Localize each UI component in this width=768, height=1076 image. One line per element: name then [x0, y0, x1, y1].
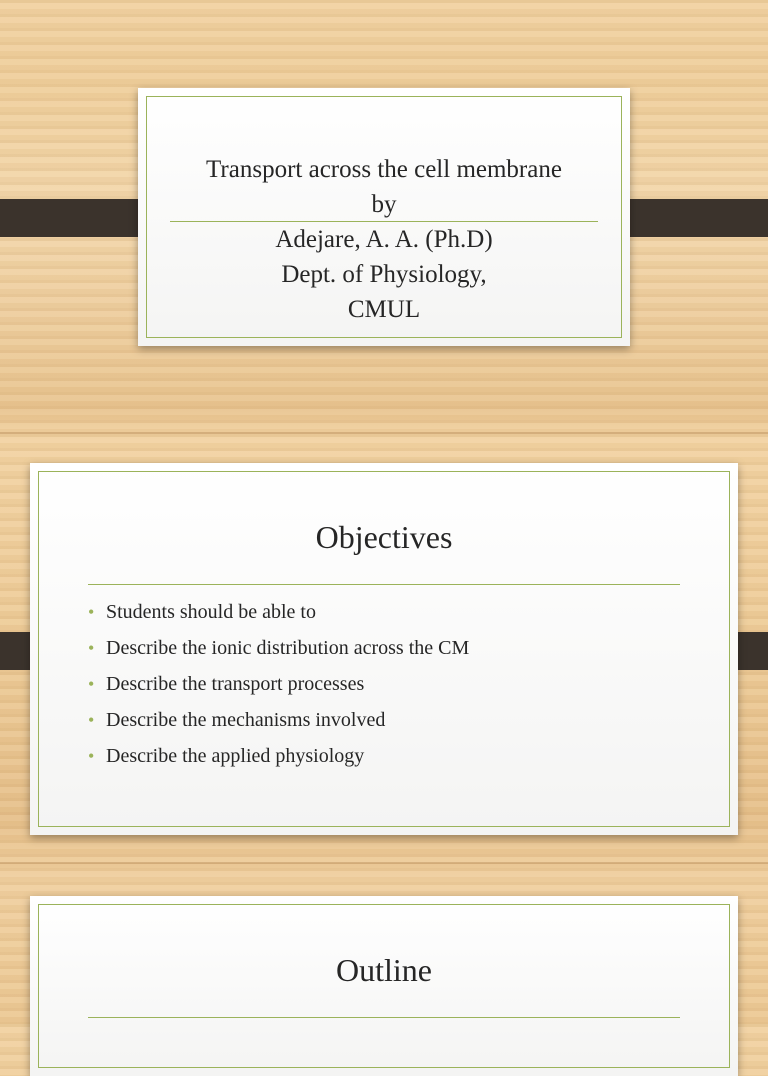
objectives-slide[interactable] [30, 463, 738, 835]
list-item: • Students should be able to [88, 598, 688, 634]
wood-seam [0, 862, 768, 864]
heading-rule [88, 1017, 680, 1018]
title-line-1: Transport across the cell membrane [206, 156, 562, 183]
list-item: • Describe the transport processes [88, 670, 688, 706]
outline-slide[interactable] [30, 896, 738, 1076]
bullet-icon: • [88, 638, 95, 658]
title-slide[interactable] [138, 88, 630, 346]
title-line-2: by [371, 191, 397, 218]
institution-line: CMUL [347, 296, 421, 323]
objectives-list [88, 598, 688, 778]
slide-heading: Objectives [315, 519, 453, 555]
bullet-icon: • [88, 674, 95, 694]
right-tab-decoration [613, 199, 768, 237]
list-item: • Describe the mechanisms involved [88, 706, 688, 742]
list-item: • Describe the applied physiology [88, 742, 688, 778]
slide-heading: Outline [336, 952, 432, 988]
bullet-icon: • [88, 710, 95, 730]
author-line: Adejare, A. A. (Ph.D) [275, 226, 493, 253]
heading-rule [88, 584, 680, 585]
left-tab-decoration [0, 199, 155, 237]
list-item: • Describe the ionic distribution across the CM [88, 634, 688, 670]
department-line: Dept. of Physiology, [281, 261, 487, 288]
bullet-icon: • [88, 746, 95, 766]
wood-seam [0, 432, 768, 434]
bullet-icon: • [88, 602, 95, 622]
